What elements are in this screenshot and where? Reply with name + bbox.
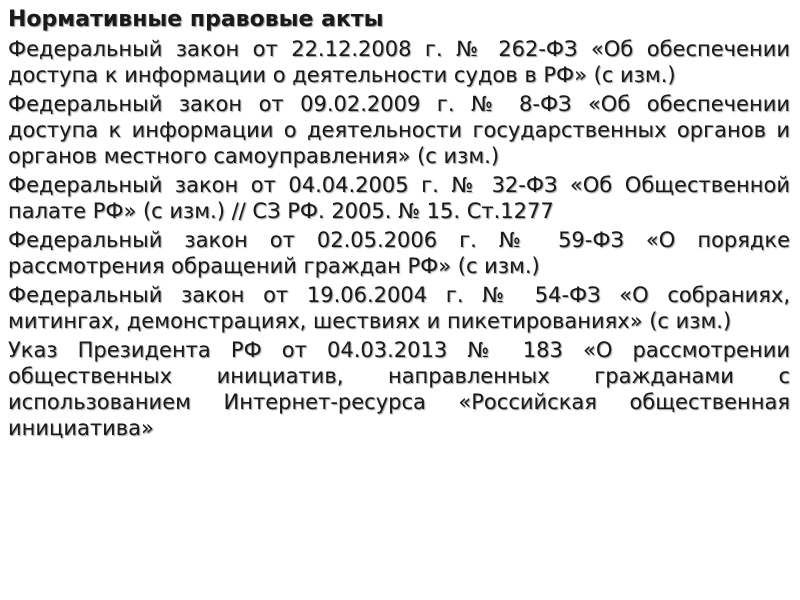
act-item-1: Федеральный закон от 22.12.2008 г. № 262-ФЗ «Об обеспечении доступа к информации о деятельности судов в РФ» (с изм.) bbox=[8, 37, 790, 87]
act-item-4: Федеральный закон от 02.05.2006 г. № 59-ФЗ «О порядке рассмотрения обращений граждан РФ» (с изм.) bbox=[8, 228, 790, 278]
slide-title: Нормативные правовые акты bbox=[8, 7, 384, 32]
act-item-6: Указ Президента РФ от 04.03.2013 № 183 «О рассмотрении общественных инициатив, направленных гражданами с использованием Интернет-ресурса «Российская общественная инициатива» bbox=[8, 338, 790, 440]
acts-list bbox=[8, 36, 790, 441]
act-item-5: Федеральный закон от 19.06.2004 г. № 54-ФЗ «О собраниях, митингах, демонстрациях, шествиях и пикетированиях» (с изм.) bbox=[8, 283, 790, 333]
act-item-3: Федеральный закон от 04.04.2005 г. № 32-ФЗ «Об Общественной палате РФ» (с изм.) // СЗ РФ. 2005. № 15. Ст.1277 bbox=[8, 173, 790, 223]
act-item-2: Федеральный закон от 09.02.2009 г. № 8-ФЗ «Об обеспечении доступа к информации о деятельности государственных органов и органов местного самоуправления» (с изм.) bbox=[8, 92, 790, 168]
